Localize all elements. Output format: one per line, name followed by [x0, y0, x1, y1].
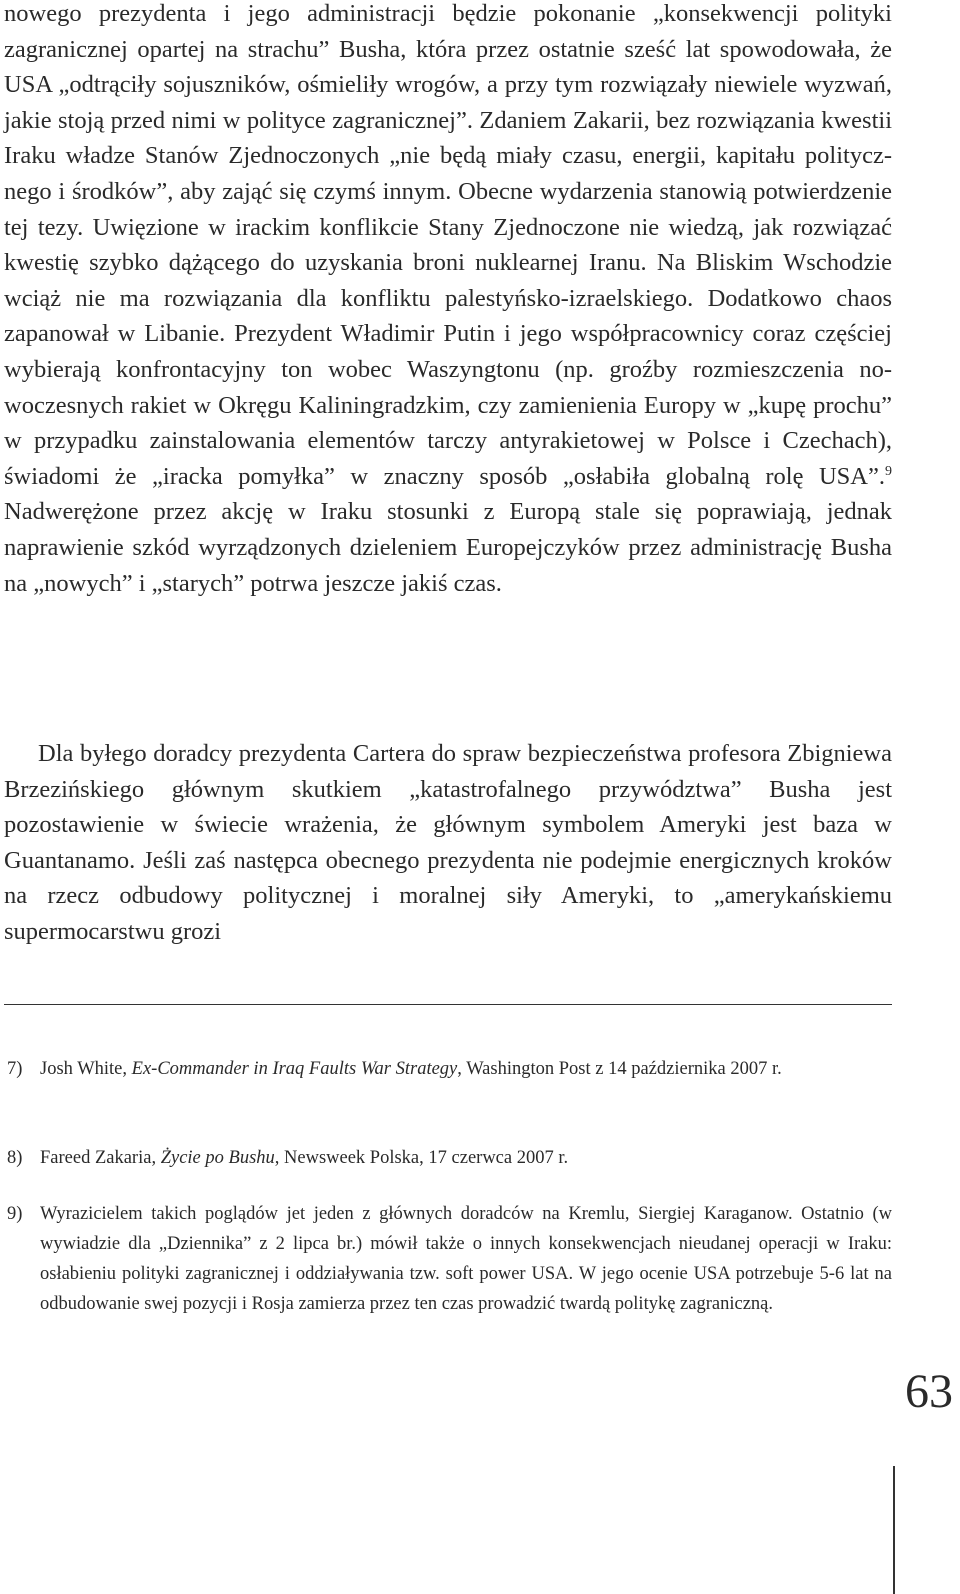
footnote-number: 8): [7, 1148, 23, 1168]
footnote: [7, 1054, 892, 1084]
footnote-text: Wyrazicielem takich poglądów jet jeden z głównych doradców na Kremlu, Siergiej Karaganow. Ostatnio (w wywiadzie dla „Dziennika” z 2 lipca br.) mówił także o innych konsekwencjach nieudanej operacji w Iraku: osłabieniu polityki zagranicznej i oddziaływania tzw. soft power USA. W jego ocenie USA potrzebuje 5-6 lat na odbudowanie swej pozycji i Rosja zamierza przez ten czas prowadzić twardą politykę zagraniczną.: [40, 1204, 892, 1314]
footnote-source: , Washington Post z 14 października 2007 r.: [457, 1059, 782, 1079]
footnote: [7, 1143, 892, 1173]
footnote-author: Josh White,: [40, 1059, 132, 1079]
footnote-source: , Newsweek Polska, 17 czerwca 2007 r.: [274, 1148, 569, 1168]
body-paragraph: Dla byłego doradcy prezydenta Cartera do spraw bezpieczeństwa profesora Zbigniewa Brzezińskiego głównym skutkiem „katastrofalnego przywództwa” Busha jest pozostawienie w świecie wrażenia, że głównym symbolem Ameryki jest baza w Guantanamo. Jeśli zaś następca obecnego prezydenta nie podejmie energicznych kroków na rzecz odbudowy politycznej i moralnej siły Ameryki, to „amerykańskiemu supermocarstwu grozi: [4, 740, 892, 945]
footnote-title: Życie po Bushu: [160, 1148, 275, 1168]
footnote-separator: [4, 1004, 892, 1005]
footnote-number: 9): [7, 1204, 23, 1224]
paragraph-text: nowego prezydenta i jego administracji będzie pokonanie „konsekwencji polityki zagranicznej opartej na strachu” Busha, która przez ostatnie sześć lat spowodowała, że USA „odtrąciły sojuszników, ośmieliły wrogów, a przy tym rozwiązały niewiele wyzwań, jakie stoją przed nimi w polityce zagranicznej”. Zdaniem Zakarii, bez rozwiązania kwestii Iraku władze Stanów Zjednoczonych „nie będą miały czasu, energii, kapitału politycznego i środków”, aby zająć się czymś innym. Obecne wydarzenia stanowią potwierdzenie tej tezy. Uwięzione w irackim konflikcie Stany Zjednoczone nie wiedzą, jak rozwiązać kwestię szybko dążącego do uzyskania broni nuklearnej Iranu. Na Bliskim Wschodzie wciąż nie ma rozwiązania dla konfliktu palestyńsko-izraelskiego. Dodatkowo chaos zapanował w Libanie. Prezydent Władimir Putin i jego współpracownicy coraz częściej wybierają konfrontacyjny ton wobec Waszyngtonu (np. groźby rozmieszczenia nowoczesnych rakiet w Okręgu Kaliningradzkim, czy zamienienia Europy w „kupę prochu” w przypadku zainstalowania elementów tarczy antyrakietowej w Polsce i Czechach), świadomi że „iracka pomyłka” w znaczny sposób „osłabiła globalną rolę USA”.: [4, 0, 892, 490]
paragraph-text: Nadwerężone przez akcję w Iraku stosunki z Europą stale się poprawiają, jednak naprawienie szkód wyrządzonych dzieleniem Europejczyków przez administrację Busha na „nowych” i „starych” potrwa jeszcze jakiś czas.: [4, 498, 892, 597]
footnote-title: Ex-Commander in Iraq Faults War Strategy: [131, 1059, 458, 1079]
footnote-reference[interactable]: 9: [885, 463, 892, 479]
footnote-author: Fareed Zakaria,: [40, 1148, 161, 1168]
body-paragraph: [4, 0, 892, 601]
page-number: 63: [905, 1365, 953, 1418]
footnote-number: 7): [7, 1059, 23, 1079]
page-margin-bar: [893, 1466, 895, 1594]
footnote: [7, 1199, 892, 1319]
